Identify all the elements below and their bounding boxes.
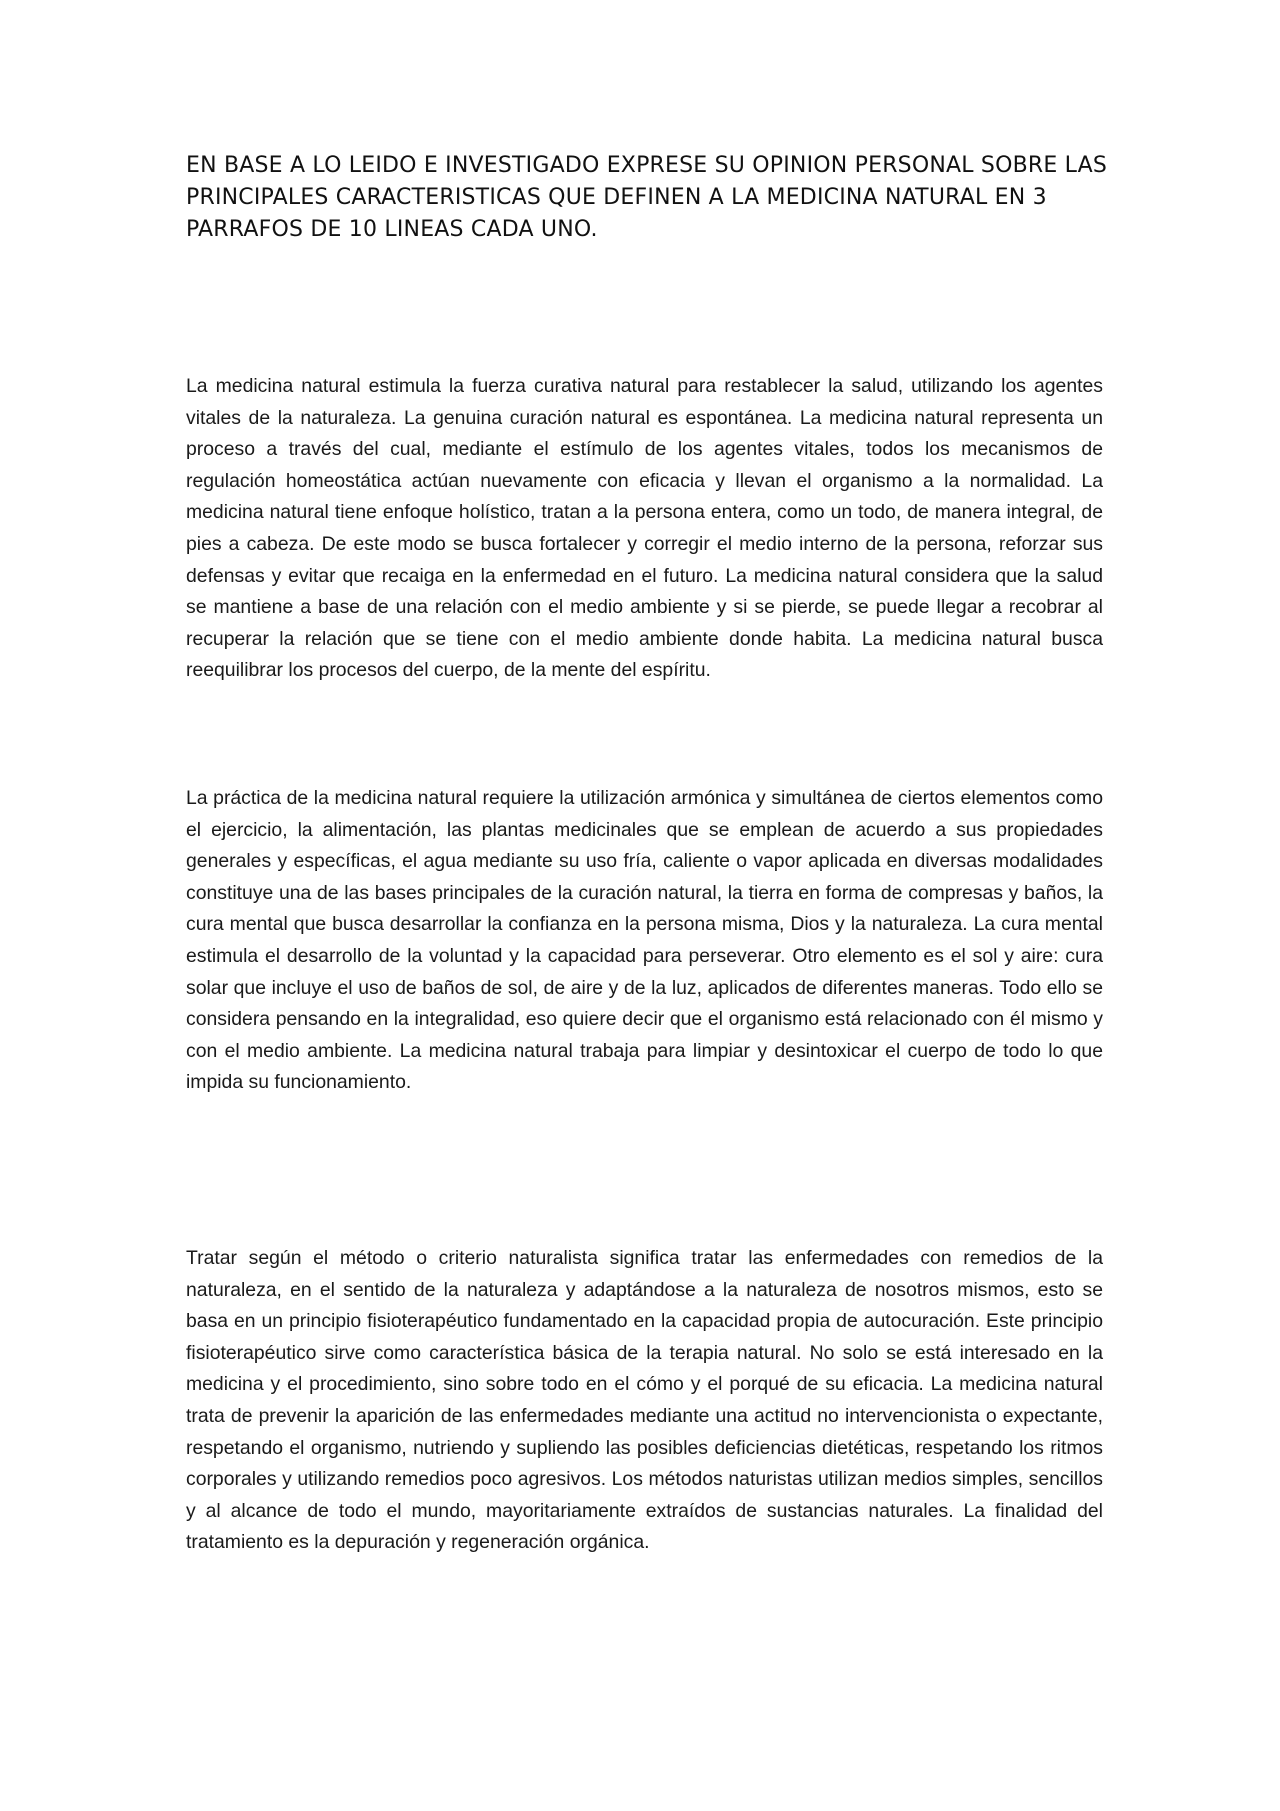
paragraph-2: La práctica de la medicina natural requiere la utilización armónica y simultánea de ciertos elementos como el ejercicio, la alimentación, las plantas medicinales que se emplean de acuerdo a sus propiedades generales y específicas, el agua mediante su uso fría, caliente o vapor aplicada en diversas modalidades constituye una de las bases principales de la curación natural, la tierra en forma de compresas y baños, la cura mental que busca desarrollar la confianza en la persona misma, Dios y la naturaleza. La cura mental estimula el desarrollo de la voluntad y la capacidad para perseverar. Otro elemento es el sol y aire: cura solar que incluye el uso de baños de sol, de aire y de la luz, aplicados de diferentes maneras. Todo ello se considera pensando en la integralidad, eso quiere decir que el organismo está relacionado con él mismo y con el medio ambiente. La medicina natural trabaja para limpiar y desintoxicar el cuerpo de todo lo que impida su funcionamiento. xyxy=(186,787,1103,1094)
paragraph-1: La medicina natural estimula la fuerza curativa natural para restablecer la salud, utilizando los agentes vitales de la naturaleza. La genuina curación natural es espontánea. La medicina natural representa un proceso a través del cual, mediante el estímulo de los agentes vitales, todos los mecanismos de regulación homeostática actúan nuevamente con eficacia y llevan el organismo a la normalidad. La medicina natural tiene enfoque holístico, tratan a la persona entera, como un todo, de manera integral, de pies a cabeza. De este modo se busca fortalecer y corregir el medio interno de la persona, reforzar sus defensas y evitar que recaiga en la enfermedad en el futuro. La medicina natural considera que la salud se mantiene a base de una relación con el medio ambiente y si se pierde, se puede llegar a recobrar al recuperar la relación que se tiene con el medio ambiente donde habita. La medicina natural busca reequilibrar los procesos del cuerpo, de la mente del espíritu. xyxy=(186,375,1103,682)
document-title: EN BASE A LO LEIDO E INVESTIGADO EXPRESE SU OPINION PERSONAL SOBRE LAS PRINCIPALES CARACTERISTICAS QUE DEFINEN A LA MEDICINA NATURAL EN 3 PARRAFOS DE 10 LINEAS CADA UNO. xyxy=(186,153,1108,242)
paragraph-3: Tratar según el método o criterio naturalista significa tratar las enfermedades con remedios de la naturaleza, en el sentido de la naturaleza y adaptándose a la naturaleza de nosotros mismos, esto se basa en un principio fisioterapéutico fundamentado en la capacidad propia de autocuración. Este principio fisioterapéutico sirve como característica básica de la terapia natural. No solo se está interesado en la medicina y el procedimiento, sino sobre todo en el cómo y el porqué de su eficacia. La medicina natural trata de prevenir la aparición de las enfermedades mediante una actitud no intervencionista o expectante, respetando el organismo, nutriendo y supliendo las posibles deficiencias dietéticas, respetando los ritmos corporales y utilizando remedios poco agresivos. Los métodos naturistas utilizan medios simples, sencillos y al alcance de todo el mundo, mayoritariamente extraídos de sustancias naturales. La finalidad del tratamiento es la depuración y regeneración orgánica. xyxy=(186,1247,1103,1554)
